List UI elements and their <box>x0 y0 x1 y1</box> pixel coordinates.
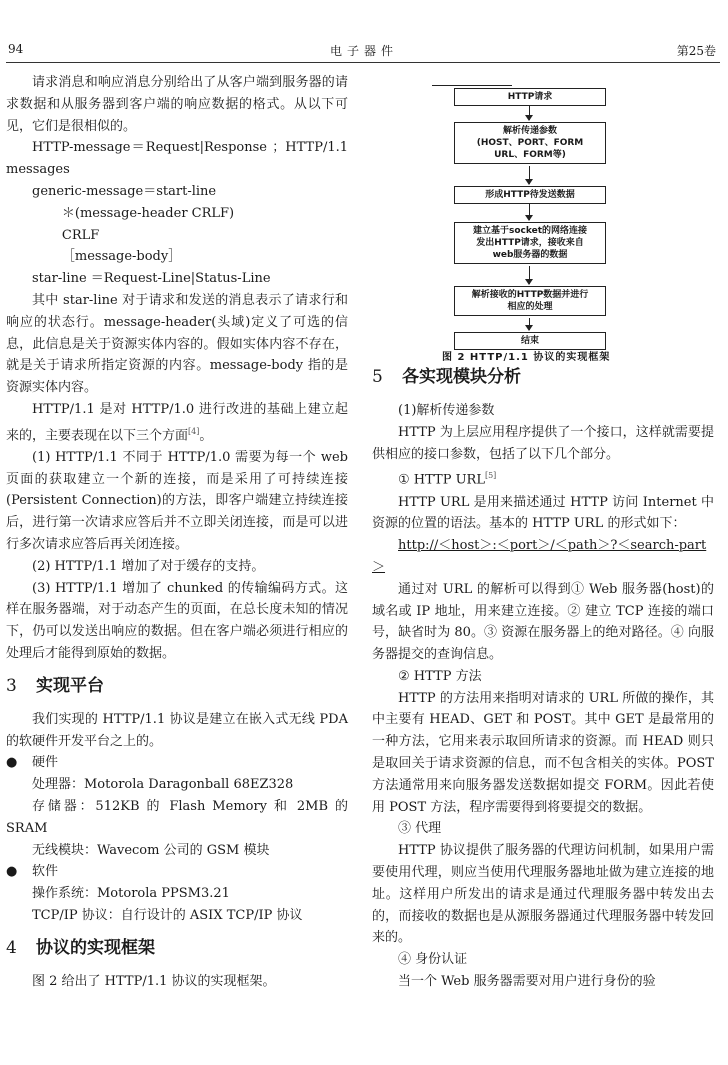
citation-ref[interactable]: [4] <box>188 426 200 436</box>
paragraph: ② HTTP 方法 <box>398 668 482 684</box>
right-column <box>372 367 714 993</box>
paragraph: HTTP 为上层应用程序提供了一个接口，这样就需要提供相应的接口参数，包括了以下几个部分。 <box>372 424 714 462</box>
list-item: 处理器：Motorola Daragonball 68EZ328 <box>32 777 294 793</box>
paragraph: HTTP 协议提供了服务器的代理访问机制，如果用户需要使用代理，则应当使用代理服务器地址做为建立连接的地址。这样用户所发出的请求是通过代理服务器中转发出去的，而接收的数据也是从源服务器通过代理服务器中转发回来的。 <box>372 843 714 946</box>
flow-arrow <box>529 266 530 284</box>
flow-step-socket-connect: 建立基于socket的网络连接 发出HTTP请求，接收来自 web服务器的数据 <box>454 222 606 264</box>
paragraph: HTTP URL 是用来描述通过 HTTP 访问 Internet 中资源的位置的语法。基本的 HTTP URL 的形式如下： <box>372 494 714 532</box>
bullet-item: ● 硬件 <box>6 752 348 774</box>
paragraph: HTTP/1.1 是对 HTTP/1.0 进行改进的基础上建立起来的，主要表现在以下三个方面[4]。 <box>6 401 348 444</box>
flow-arrow <box>529 106 530 120</box>
figure-top-rule <box>432 85 512 86</box>
paragraph: (1) HTTP/1.1 不同于 HTTP/1.0 需要为每一个 web 页面的获取建立一个新的连接，而是采用了可持续连接(Persistent Connection)的方法，即客户端建立持续连接后，进行第一次请求应答后并不立即关闭连接，而是可以进行多次请求应答后再关闭连接。 <box>6 449 348 553</box>
citation-ref[interactable]: [5] <box>484 471 497 481</box>
bullet-icon: ● <box>6 755 18 771</box>
paragraph: (1)解析传递参数 <box>398 403 495 418</box>
paragraph: (3) HTTP/1.1 增加了 chunked 的传输编码方式。这样在服务器端，对于动态产生的页面，在总长度未知的情况下，仍可以发送出响应的数据。但在客户端必须进行相应的处理后才能得到原始的数据。 <box>6 580 348 662</box>
grammar-line: ＊(message-header CRLF) <box>61 205 235 221</box>
header-rule <box>6 62 720 63</box>
grammar-line: CRLF <box>61 227 100 243</box>
flow-arrow <box>529 166 530 184</box>
list-item: TCP/IP 协议：自行设计的 ASIX TCP/IP 协议 <box>32 908 303 924</box>
paragraph: 我们实现的 HTTP/1.1 协议是建立在嵌入式无线 PDA 的软硬件开发平台之上的。 <box>6 711 348 749</box>
paragraph: ③ 代理 <box>398 821 442 837</box>
flow-arrow <box>529 318 530 330</box>
page-number: 94 <box>8 42 24 56</box>
volume-label: 第25卷 <box>676 44 716 58</box>
left-column <box>6 72 348 993</box>
paragraph: ① HTTP URL[5] <box>398 471 497 488</box>
flow-step-parse-response: 解析接收的HTTP数据并进行 相应的处理 <box>454 286 606 316</box>
page-header <box>0 0 728 62</box>
bullet-item: ● 软件 <box>6 861 348 883</box>
section-heading: 4 协议的实现框架 <box>6 937 155 958</box>
grammar-line: star-line ＝Request-Line|Status-Line <box>32 271 271 287</box>
paragraph: 其中 star-line 对于请求和发送的消息表示了请求行和响应的状态行。message-header(头域)定义了可选的信息，此信息是关于资源实体内容的。假如实体内容不存在，就是关于请求所指定资源的内容。message-body 指的是资源实体内容。 <box>6 292 348 396</box>
paragraph: ④ 身份认证 <box>398 952 468 968</box>
grammar-line: HTTP-message＝Request|Response ；HTTP/1.1 messages <box>6 140 348 178</box>
url-template: http://＜host＞:＜port＞/＜path＞?＜search-part＞ <box>372 538 707 575</box>
paragraph: HTTP 的方法用来指明对请求的 URL 所做的操作，其中主要有 HEAD、GET 和 POST。其中 GET 是最常用的一种方法，它用来表示取回所请求的资源。而 HEAD 则只是取回关于请求资源的信息，而不包含相关的实体。POST 方法通常用来向服务器发送数据如提交 FORM。因此若使用 POST 方法，程序需要得到将要提交的数据。 <box>372 690 714 815</box>
flow-arrow <box>529 204 530 220</box>
list-item: 操作系统：Motorola PPSM3.21 <box>32 886 230 902</box>
paragraph: 当一个 Web 服务器需要对用户进行身份的验 <box>398 974 656 990</box>
section-heading: 5 各实现模块分析 <box>372 367 521 387</box>
grammar-line: generic-message＝start-line <box>32 183 217 199</box>
list-item: 无线模块：Wavecom 公司的 GSM 模块 <box>32 842 270 858</box>
flow-step-http-request: HTTP请求 <box>454 88 606 106</box>
flowchart-figure <box>432 80 692 370</box>
flow-step-parse-params: 解析传递参数 (HOST、PORT、FORM URL、FORM等) <box>454 122 606 164</box>
paragraph: 图 2 给出了 HTTP/1.1 协议的实现框架。 <box>32 973 276 989</box>
section-heading: 3 实现平台 <box>6 675 104 696</box>
paragraph: 请求消息和响应消息分别给出了从客户端到服务器的请求数据和从服务器到客户端的响应数据的格式。从以下可见，它们是很相似的。 <box>6 75 348 134</box>
flow-step-form-data: 形成HTTP待发送数据 <box>454 186 606 204</box>
bullet-icon: ● <box>6 864 18 880</box>
figure-caption: 图 2 HTTP/1.1 协议的实现框架 <box>442 352 611 363</box>
flow-step-end: 结束 <box>454 332 606 350</box>
list-item: 存储器：512KB 的 Flash Memory 和 2MB 的 SRAM <box>6 799 348 836</box>
grammar-line: ［message-body］ <box>61 249 182 265</box>
paragraph: (2) HTTP/1.1 增加了对于缓存的支持。 <box>32 558 265 574</box>
journal-title: 电子器件 <box>329 44 398 58</box>
paragraph: 通过对 URL 的解析可以得到① Web 服务器(host)的域名或 IP 地址，用来建立连接。② 建立 TCP 连接的端口号，缺省时为 80。③ 资源在服务器上的绝对路径。④ 向服务器提交的查询信息。 <box>372 581 714 663</box>
